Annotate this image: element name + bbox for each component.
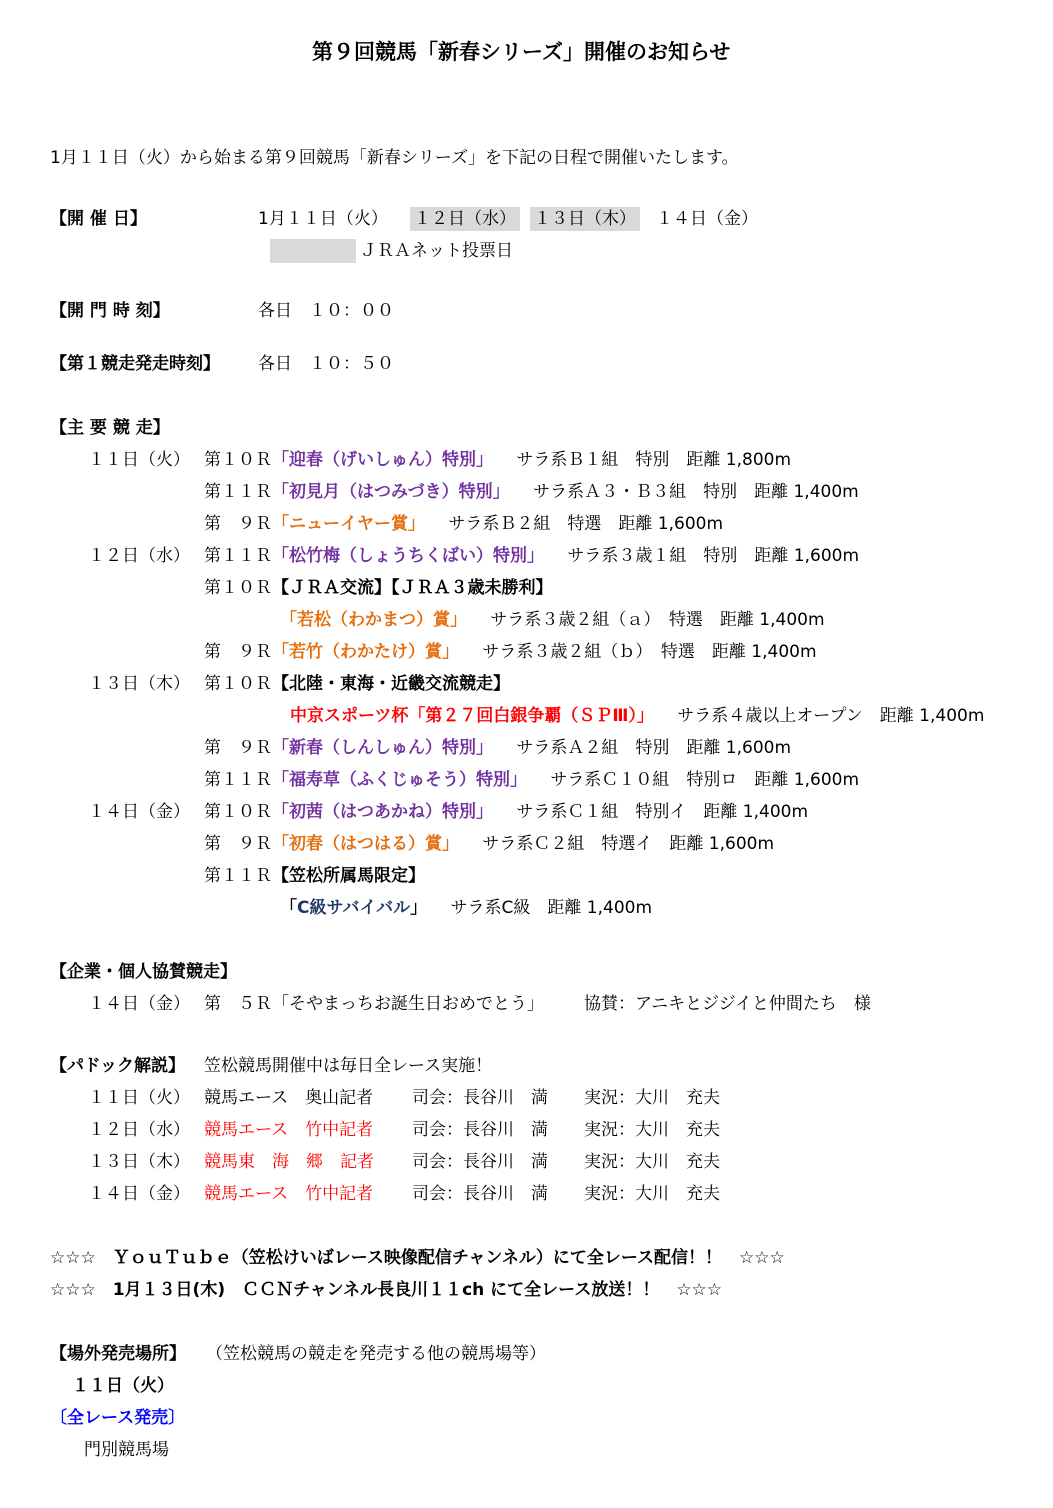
sponsor-day: １４日（金） [88, 994, 190, 1014]
race-detail: サラ系Ｂ１組 特別 距離 1,800m [516, 450, 792, 470]
race-row [204, 832, 774, 856]
race-name: 「新春（しんしゅん）特別」 [272, 738, 493, 758]
paddock-live: 実況：大川 充夫 [584, 1184, 720, 1204]
paddock-mc: 司会：長谷川 満 [412, 1120, 548, 1140]
sponsor-race: 第 ５Ｒ「そやまっちお誕生日おめでとう」 [204, 994, 544, 1014]
sponsor-label: 【企業・個人協賛競走】 [50, 962, 237, 982]
race-row [204, 736, 791, 760]
race-detail: サラ系Ａ２組 特別 距離 1,600m [516, 738, 792, 758]
paddock-note: 笠松競馬開催中は毎日全レース実施！ [204, 1056, 493, 1076]
paddock-day: １１日（火） [88, 1088, 190, 1108]
race-row [204, 480, 859, 504]
paddock-day: １４日（金） [88, 1184, 190, 1204]
paddock-live: 実況：大川 充夫 [584, 1152, 720, 1172]
first-race-value: 各日 １０：５０ [258, 354, 394, 374]
race-number: 第 ９Ｒ [204, 834, 272, 854]
race-detail: サラ系３歳２組（ａ） 特選 距離 1,400m [490, 610, 825, 630]
schedule-day-4: １４日（金） [656, 209, 758, 229]
race-detail: サラ系Ｃ１０組 特別ロ 距離 1,600m [550, 770, 860, 790]
paddock-day: １３日（木） [88, 1152, 190, 1172]
first-race-label: 【第１競走発走時刻】 [50, 354, 220, 374]
race-number: 第１１Ｒ [204, 546, 272, 566]
schedule-day-3: １３日（木） [530, 207, 640, 231]
gate-time-value: 各日 １０：００ [258, 301, 394, 321]
race-number: 第 ９Ｒ [204, 514, 272, 534]
race-row [204, 800, 808, 824]
race-number: 第 ９Ｒ [204, 738, 272, 758]
race-number: 第 ９Ｒ [204, 642, 272, 662]
paddock-guest: 競馬エース 竹中記者 [204, 1120, 374, 1140]
race-detail: サラ系４歳以上オープン 距離 1,400m [677, 706, 985, 726]
legend-swatch [270, 239, 356, 263]
race-number: 第１１Ｒ [204, 866, 272, 886]
offsite-label: 【場外発売場所】 [50, 1344, 186, 1364]
race-name: C級サバイバル [297, 898, 411, 918]
day-11: １１日（火） [88, 450, 190, 470]
race-name: 「若竹（わかたけ）賞」 [272, 642, 459, 662]
paddock-mc: 司会：長谷川 満 [412, 1184, 548, 1204]
race-detail: サラ系C級 距離 1,400m [450, 898, 653, 918]
paddock-guest: 競馬東 海 郷 記者 [204, 1152, 374, 1172]
race-name: 「初見月（はつみづき）特別」 [272, 482, 510, 502]
paddock-guest: 競馬エース 奥山記者 [204, 1088, 374, 1108]
race-row [290, 704, 984, 728]
broadcast-ccn: ☆☆☆ 1月１３日(木) ＣＣＮチャンネル長良川１１ch にて全レース放送！！ ☆☆☆ [50, 1280, 723, 1300]
day-13: １３日（木） [88, 674, 190, 694]
paddock-mc: 司会：長谷川 満 [412, 1152, 548, 1172]
page-title: 第９回競馬「新春シリーズ」開催のお知らせ [312, 40, 731, 64]
race-number: 第１０Ｒ [204, 578, 272, 598]
paddock-label: 【パドック解説】 [50, 1056, 185, 1076]
race-detail: サラ系Ｂ２組 特選 距離 1,600m [448, 514, 724, 534]
race-row [204, 576, 553, 600]
race-detail: サラ系Ａ３・Ｂ３組 特別 距離 1,400m [533, 482, 859, 502]
race-detail: サラ系Ｃ１組 特別イ 距離 1,400m [516, 802, 809, 822]
paddock-live: 実況：大川 充夫 [584, 1088, 720, 1108]
race-number: 第１０Ｒ [204, 450, 272, 470]
race-detail: サラ系３歳１組 特別 距離 1,600m [567, 546, 860, 566]
race-header: 【北陸・東海・近畿交流競走】 [272, 674, 510, 694]
race-name: 「若松（わかまつ）賞」 [280, 610, 467, 630]
paddock-mc: 司会：長谷川 満 [412, 1088, 548, 1108]
race-header: 【笠松所属馬限定】 [272, 866, 425, 886]
race-row [204, 544, 859, 568]
schedule-day-2: １２日（水） [410, 207, 520, 231]
race-row [280, 608, 825, 632]
race-row [204, 512, 723, 536]
race-number: 第１１Ｒ [204, 770, 272, 790]
race-name: 「福寿草（ふくじゅそう）特別」 [272, 770, 527, 790]
race-row [204, 672, 510, 696]
broadcast-youtube: ☆☆☆ ＹｏｕＴｕｂｅ（笠松けいばレース映像配信チャンネル）にて全レース配信！！ ☆☆☆ [50, 1248, 785, 1268]
race-row [204, 640, 817, 664]
day-12: １２日（水） [88, 546, 190, 566]
paddock-guest: 競馬エース 竹中記者 [204, 1184, 374, 1204]
race-number: 第１１Ｒ [204, 482, 272, 502]
schedule-day-1: 1月１１日（火） [258, 209, 388, 229]
race-row [204, 768, 859, 792]
race-name-bracket: 「 [280, 898, 297, 918]
schedule-label: 【開 催 日】 [50, 209, 147, 229]
offsite-day: １１日（火） [72, 1376, 174, 1396]
main-races-label: 【主 要 競 走】 [50, 418, 170, 438]
race-row [280, 896, 652, 920]
race-name-bracket: 」 [410, 898, 428, 918]
offsite-venue: 門別競馬場 [84, 1440, 169, 1460]
race-name: 中京スポーツ杯「第２７回白銀争覇（ＳＰⅢ）」 [290, 706, 654, 726]
intro-text: 1月１１日（火）から始まる第９回競馬「新春シリーズ」を下記の日程で開催いたします。 [50, 148, 739, 168]
race-detail: サラ系３歳２組（ｂ） 特選 距離 1,400m [482, 642, 817, 662]
day-14: １４日（金） [88, 802, 190, 822]
race-detail: サラ系Ｃ２組 特選イ 距離 1,600m [482, 834, 775, 854]
race-header: 【ＪＲＡ交流】【ＪＲＡ３歳未勝利】 [272, 578, 553, 598]
offsite-all-races: 〔全レース発売〕 [50, 1408, 186, 1428]
race-row [204, 448, 791, 472]
legend-text: ＪＲＡネット投票日 [360, 241, 513, 261]
gate-time-label: 【開 門 時 刻】 [50, 301, 170, 321]
race-name: 「迎春（げいしゅん）特別」 [272, 450, 493, 470]
race-name: 「ニューイヤー賞」 [272, 514, 425, 534]
race-row [204, 864, 425, 888]
race-name: 「初春（はつはる）賞」 [272, 834, 459, 854]
race-number: 第１０Ｒ [204, 802, 272, 822]
paddock-day: １２日（水） [88, 1120, 190, 1140]
race-number: 第１０Ｒ [204, 674, 272, 694]
race-name: 「初茜（はつあかね）特別」 [272, 802, 493, 822]
race-name: 「松竹梅（しょうちくばい）特別」 [272, 546, 544, 566]
paddock-live: 実況：大川 充夫 [584, 1120, 720, 1140]
offsite-note: （笠松競馬の競走を発売する他の競馬場等） [206, 1344, 546, 1364]
sponsor-by: 協賛：アニキとジジイと仲間たち 様 [584, 994, 871, 1014]
